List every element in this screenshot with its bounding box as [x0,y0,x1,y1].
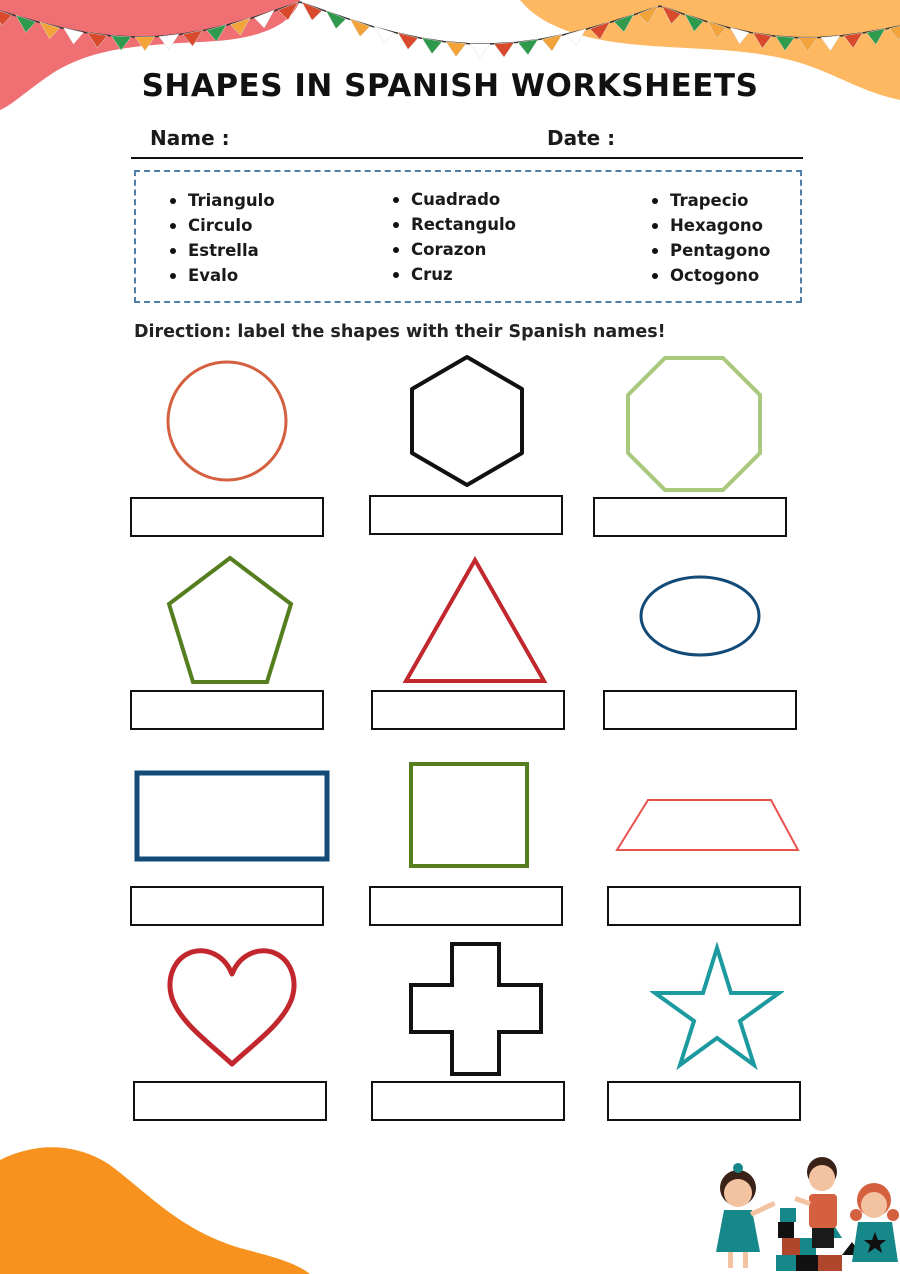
answer-box-triangle[interactable] [371,690,565,730]
word-bank-item: Hexagono [652,213,770,238]
answer-box-star[interactable] [607,1081,801,1121]
octagon-shape [622,353,766,495]
answer-box-octagon[interactable] [593,497,787,537]
heart-shape [162,942,302,1070]
word-bank-item: Corazon [393,237,516,262]
word-bank-item: Cuadrado [393,187,516,212]
answer-box-rectangle[interactable] [130,886,324,926]
answer-box-oval[interactable] [603,690,797,730]
word-bank-item: Pentagono [652,238,770,263]
word-bank-item: Octogono [652,263,770,288]
star-shape [650,942,784,1070]
oval-shape [634,572,766,662]
word-bank-column-2 [393,187,516,287]
direction-text: Direction: label the shapes with their Spanish names! [134,322,666,342]
word-bank-item: Circulo [170,213,275,238]
answer-box-square[interactable] [369,886,563,926]
answer-box-circle[interactable] [130,497,324,537]
bottom-left-blob [0,1147,310,1274]
answer-box-trapezoid[interactable] [607,886,801,926]
triangle-shape [398,553,552,687]
page-title: SHAPES IN SPANISH WORKSHEETS [141,68,759,104]
word-bank-item: Rectangulo [393,212,516,237]
word-bank-column-1 [170,188,275,288]
trapezoid-shape [612,795,804,855]
word-bank-item: Cruz [393,262,516,287]
answer-box-cross[interactable] [371,1081,565,1121]
name-label: Name : [150,126,230,150]
word-bank-column-3 [652,188,770,288]
kids-illustration [716,1157,899,1271]
pentagon-shape [160,552,300,688]
header-rule [131,157,803,159]
date-label: Date : [547,126,616,150]
square-shape [407,760,531,870]
answer-box-heart[interactable] [133,1081,327,1121]
cross-shape [407,940,545,1078]
hexagon-shape [404,352,530,490]
answer-box-hexagon[interactable] [369,495,563,535]
answer-box-pentagon[interactable] [130,690,324,730]
word-bank-item: Estrella [170,238,275,263]
circle-shape [160,355,294,489]
word-bank-item: Triangulo [170,188,275,213]
rectangle-shape [133,769,331,863]
word-bank-item: Trapecio [652,188,770,213]
word-bank-item: Evalo [170,263,275,288]
